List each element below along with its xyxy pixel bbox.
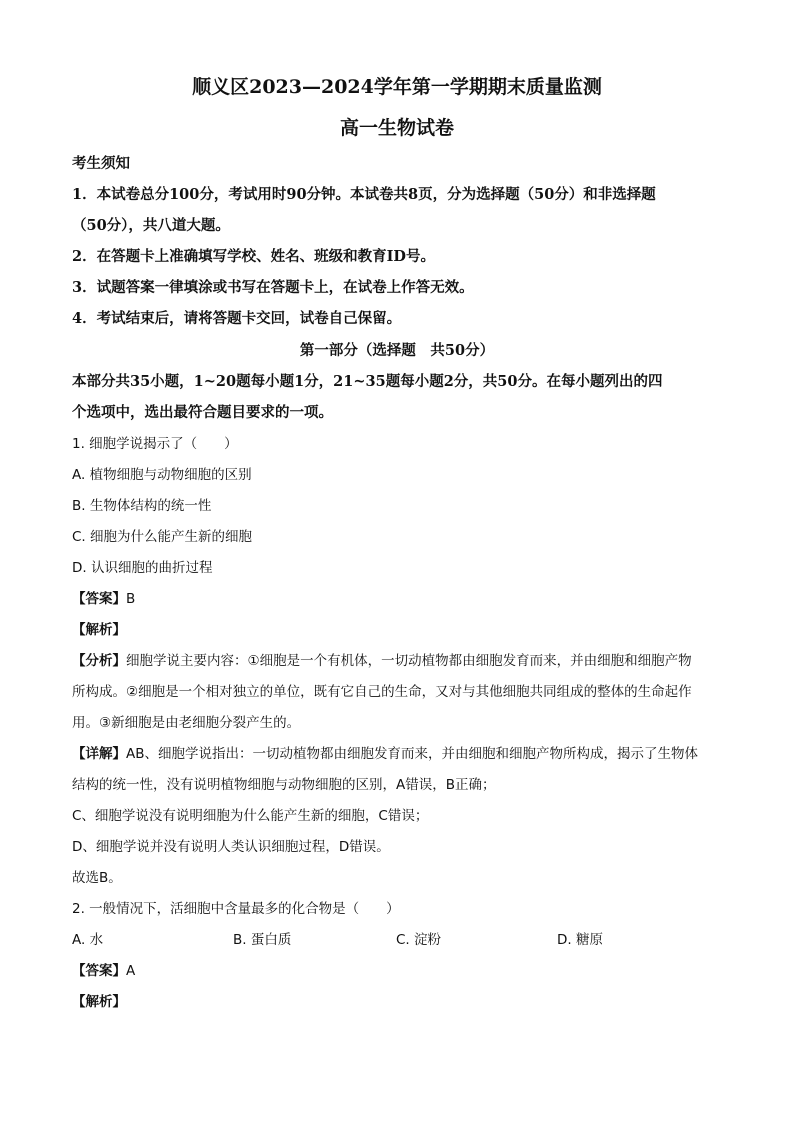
q1-fenxi-line: 用。③新细胞是由老细胞分裂产生的。 — [72, 715, 301, 731]
q1-answer — [72, 587, 732, 607]
notice-item: 1．本试卷总分100分，考试用时90分钟。本试卷共8页，分为选择题（50分）和非选择题 — [72, 186, 656, 203]
answer-value: B — [126, 591, 136, 607]
notice-item: （50分），共八道大题。 — [72, 217, 230, 234]
exam-subtitle: 高一生物试卷 — [339, 117, 454, 139]
q2-answer — [72, 959, 732, 979]
part1-instructions: 个选项中，选出最符合题目要求的一项。 — [72, 404, 333, 421]
q1-fenxi-line: 所构成。②细胞是一个相对独立的单位，既有它自己的生命，又对与其他细胞共同组成的整体的生命起作 — [72, 684, 692, 700]
q1-xiangjie-line — [72, 742, 732, 762]
q1-option-a: A. 植物细胞与动物细胞的区别 — [72, 467, 252, 483]
answer-tag: 【答案】 — [72, 963, 126, 979]
q2-option-a: A. 水 — [72, 932, 104, 948]
q1-fenxi-line — [72, 649, 732, 669]
q1-conclusion: 故选B。 — [72, 870, 122, 886]
q1-xiangjie-line: D、细胞学说并没有说明人类认识细胞过程，D错误。 — [72, 839, 390, 855]
fenxi-tag: 【分析】 — [72, 653, 126, 669]
q1-analysis-tag — [72, 618, 732, 638]
analysis-tag: 【解析】 — [72, 994, 126, 1010]
q1-option-b: B. 生物体结构的统一性 — [72, 498, 212, 514]
notice-item: 3．试题答案一律填涂或书写在答题卡上，在试卷上作答无效。 — [72, 279, 474, 296]
q1-xiangjie-line: 结构的统一性，没有说明植物细胞与动物细胞的区别，A错误，B正确； — [72, 777, 496, 793]
analysis-tag: 【解析】 — [72, 622, 126, 638]
answer-tag: 【答案】 — [72, 591, 126, 607]
q2-stem: 2. 一般情况下，活细胞中含量最多的化合物是（ ） — [72, 901, 400, 917]
q1-option-c: C. 细胞为什么能产生新的细胞 — [72, 529, 253, 545]
q1-xiangjie-line: C、细胞学说没有说明细胞为什么能产生新的细胞，C错误； — [72, 808, 429, 824]
notice-heading: 考生须知 — [72, 155, 130, 172]
q2-option-d: D. 糖原 — [557, 932, 603, 948]
notice-item: 4．考试结束后，请将答题卡交回，试卷自己保留。 — [72, 310, 402, 327]
exam-title: 顺义区2023—2024学年第一学期期末质量监测 — [192, 76, 602, 98]
q1-stem: 1. 细胞学说揭示了（ ） — [72, 436, 238, 452]
part1-instructions: 本部分共35小题，1~20题每小题1分，21~35题每小题2分，共50分。在每小题列出的四 — [72, 373, 663, 390]
xiangjie-tag: 【详解】 — [72, 746, 126, 762]
part1-heading: 第一部分（选择题 共50分） — [299, 342, 495, 359]
notice-item: 2．在答题卡上准确填写学校、姓名、班级和教育ID号。 — [72, 248, 435, 265]
q1-option-d: D. 认识细胞的曲折过程 — [72, 560, 213, 576]
q2-option-b: B. 蛋白质 — [233, 932, 292, 948]
q2-analysis-tag — [72, 990, 732, 1010]
q2-option-c: C. 淀粉 — [396, 932, 442, 948]
xiangjie-text: AB、细胞学说指出：一切动植物都由细胞发育而来，并由细胞和细胞产物所构成，揭示了生物体 — [126, 746, 698, 762]
fenxi-text: 细胞学说主要内容：①细胞是一个有机体，一切动植物都由细胞发育而来，并由细胞和细胞产物 — [126, 653, 692, 669]
answer-value: A — [126, 963, 136, 979]
